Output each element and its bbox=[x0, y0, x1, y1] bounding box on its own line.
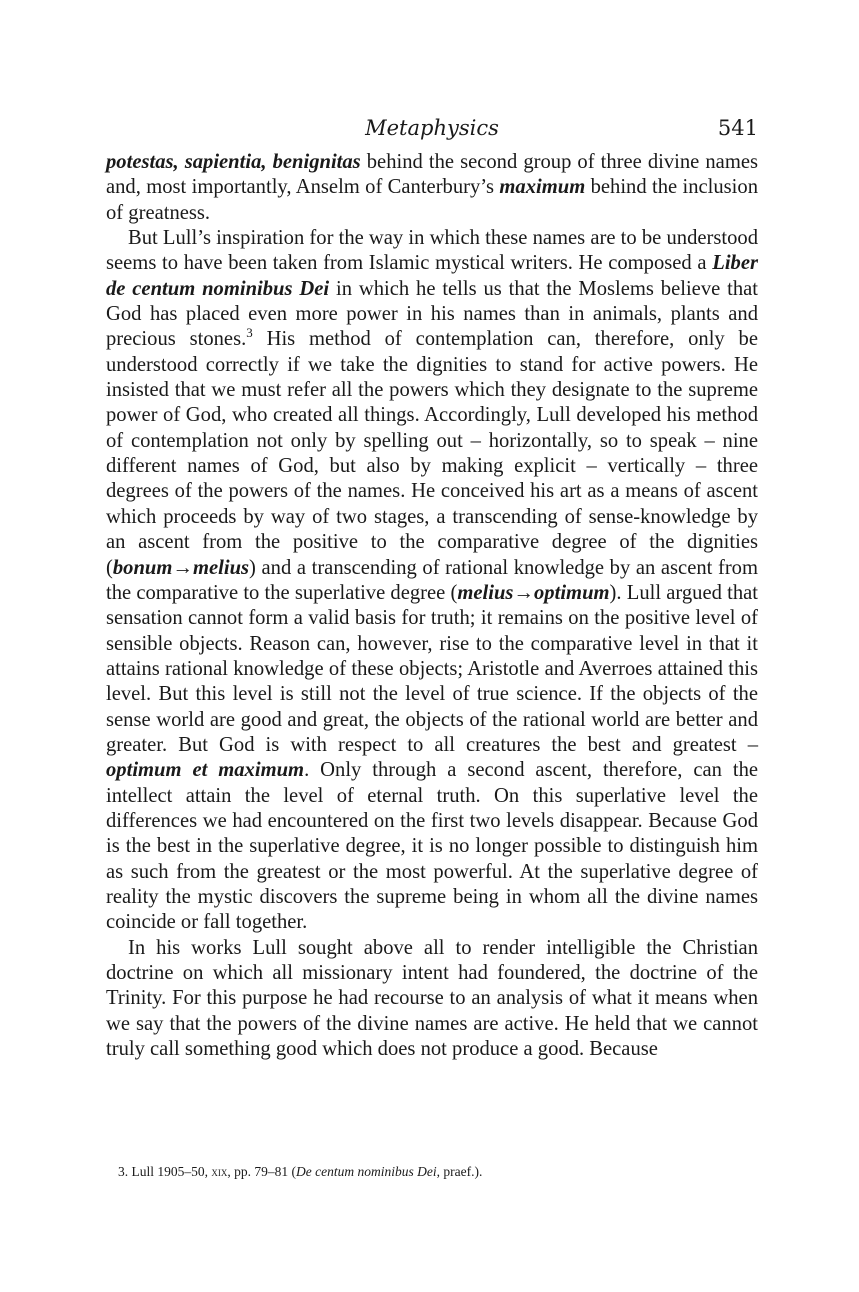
running-head bbox=[106, 116, 758, 146]
text-segment: behind the second group of three divine names and, most importantly, Anselm of Canterbury’s bbox=[106, 151, 758, 199]
text-segment: But Lull’s inspiration for the way in which these names are to be understood seems to have been taken from Islamic mystical writers. He composed a bbox=[106, 227, 758, 275]
text-segment: In his works Lull sought above all to render intelligible the Christian doctrine on which all missionary intent had foundered, the doctrine of the Trinity. For this purpose he had recourse to an analysis of what it means when we say that the powers of the divine names are active. He held that we cannot truly call something good which does not produce a good. Because bbox=[106, 936, 758, 1061]
text-segment: behind the inclusion of greatness. bbox=[106, 176, 758, 224]
footnote bbox=[118, 1163, 758, 1181]
footnote-text: , pp. 79–81 ( bbox=[227, 1164, 296, 1179]
footnote-text: , praef.). bbox=[436, 1164, 483, 1179]
footnote-volume: xix bbox=[211, 1164, 228, 1179]
paragraph-1 bbox=[106, 150, 758, 226]
body-text bbox=[106, 150, 758, 1062]
text-segment: . Only through a second ascent, therefore, can the intellect attain the level of eternal truth. On this superlative level the differences we had encountered on the first two levels disappear. Because God is the best in the superlative degree, it is no longer possible to distinguish him as such from the greatest or the most powerful. At the superlative degree of reality the mystic discovers the supreme being in whom all the divine names coincide or fall together. bbox=[106, 759, 759, 934]
footnote-title: De centum nominibus Dei bbox=[296, 1164, 437, 1179]
page bbox=[106, 116, 758, 1062]
latin-term-maximum: maximum bbox=[499, 176, 586, 199]
footnote-text: Lull 1905–50, bbox=[128, 1164, 212, 1179]
footnote-reference[interactable]: 3 bbox=[246, 325, 253, 341]
text-segment: His method of contemplation can, therefore, only be understood correctly if we take the dignities to stand for active powers. He insisted that we must refer all the powers which they designate to the supreme power of God, who created all things. Accordingly, Lull developed his method of contemplation not only by spelling out – horizontally, so to speak – nine different names of God, but also by making explicit – vertically – three degrees of the powers of the names. He conceived his art as a means of ascent which proceeds by way of two stages, a transcending of sense-knowledge by an ascent from the positive to the comparative degree of the dignities ( bbox=[106, 328, 758, 579]
text-segment: in which he tells us that the Moslems believe that God has placed even more power in his names than in animals, plants and precious stones. bbox=[106, 277, 758, 351]
latin-terms: potestas, sapientia, benignitas bbox=[106, 151, 361, 173]
paragraph-3 bbox=[106, 936, 758, 1063]
latin-term-bonum-melius: bonum→melius bbox=[112, 556, 250, 579]
footnote-number: 3. bbox=[118, 1164, 129, 1179]
text-segment: ). Lull argued that sensation cannot form a valid basis for truth; it remains on the positive level of sensible objects. Reason can, however, rise to the comparative level in that it attains rational knowledge of these objects; Aristotle and Averroes attained this level. But this level is still not the level of true science. If the objects of the sense world are good and great, the objects of the rational world are better and greater. But God is with respect to all creatures the best and greatest – bbox=[106, 581, 758, 756]
running-title: Metaphysics bbox=[365, 116, 499, 140]
latin-term-optimum-maximum: optimum et maximum bbox=[106, 759, 305, 782]
latin-term-melius-optimum: melius→optimum bbox=[457, 581, 610, 604]
page-number: 541 bbox=[717, 116, 758, 140]
text-segment: ) and a transcending of rational knowledge by an ascent from the comparative to the superlative degree ( bbox=[106, 556, 758, 604]
paragraph-2 bbox=[106, 226, 758, 936]
book-title: Liber de centum nominibus Dei bbox=[106, 252, 758, 300]
